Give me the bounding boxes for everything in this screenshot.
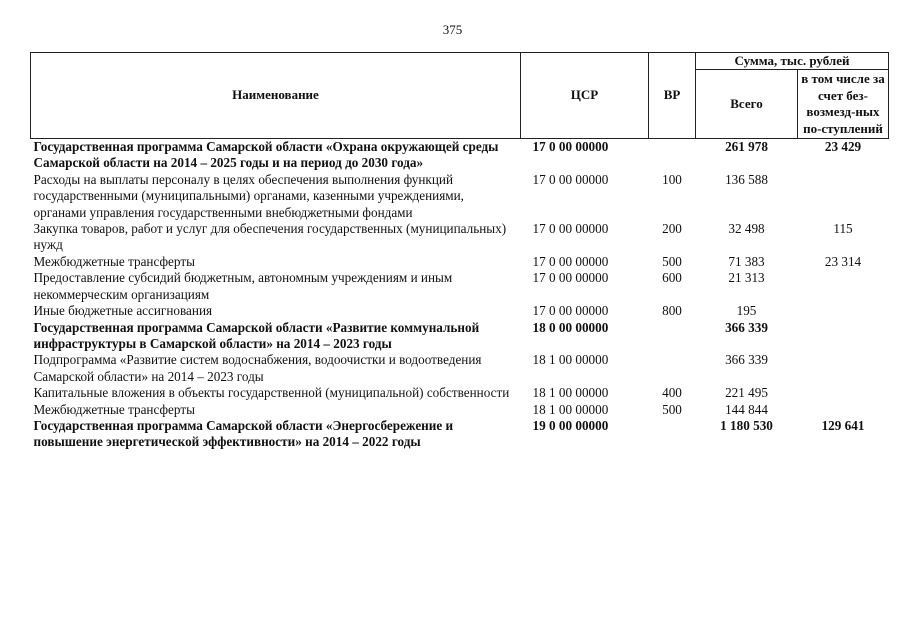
row-name: Государственная программа Самарской области «Развитие коммунальной инфраструктуры в Самарской области» на 2014 – 2023 годы [33, 319, 480, 351]
row-total: 144 844 [725, 401, 768, 417]
header-total: Всего [696, 70, 798, 139]
row-total: 195 [736, 303, 757, 319]
row-name: Межбюджетные трансферты [33, 253, 195, 269]
row-name: Государственная программа Самарской области «Охрана окружающей среды Самарской области на 2014 – 2025 годы и на период до 2030 года» [33, 139, 499, 171]
row-vr: 500 [662, 253, 682, 269]
row-total: 71 383 [728, 253, 765, 269]
row-csr: 18 1 00 00000 [532, 352, 609, 368]
row-csr: 19 0 00 00000 [532, 417, 609, 433]
row-csr: 17 0 00 00000 [532, 171, 609, 187]
row-free [798, 303, 889, 319]
row-vr: 500 [662, 401, 682, 417]
row-vr [649, 352, 696, 385]
row-name: Иные бюджетные ассигнования [33, 303, 213, 319]
table-body [31, 139, 889, 451]
row-name: Капитальные вложения в объекты государственной (муниципальной) собственности [33, 385, 510, 401]
row-vr [649, 418, 696, 451]
row-total: 1 180 530 [720, 417, 773, 433]
row-csr: 17 0 00 00000 [532, 221, 609, 237]
row-free [798, 320, 889, 353]
row-vr [649, 139, 696, 172]
header-free-receipts: в том числе за счет без-возмезд-ных по-ступлений [798, 70, 889, 139]
row-vr: 100 [662, 171, 682, 187]
row-total: 221 495 [725, 385, 768, 401]
row-csr: 17 0 00 00000 [532, 270, 609, 286]
row-free: 23 429 [824, 139, 862, 155]
row-total: 366 339 [725, 319, 768, 335]
table-row [31, 320, 889, 353]
row-name: Расходы на выплаты персоналу в целях обеспечения выполнения функций государственными (муниципальными) органами, казенными учреждениями, органами управления государственными внебюджетными фондами [33, 171, 464, 220]
row-name: Подпрограмма «Развитие систем водоснабжения, водоочистки и водоотведения Самарской области» на 2014 – 2023 годы [33, 352, 482, 384]
row-free [798, 385, 889, 401]
table-header [31, 53, 889, 139]
header-sum: Сумма, тыс. рублей [696, 53, 889, 70]
row-csr: 17 0 00 00000 [532, 253, 609, 269]
row-total: 32 498 [728, 221, 765, 237]
table-row [31, 270, 889, 303]
table-row [31, 402, 889, 418]
table-row [31, 385, 889, 401]
row-vr: 200 [662, 221, 682, 237]
page-number: 375 [442, 22, 463, 37]
row-free [798, 402, 889, 418]
row-csr: 17 0 00 00000 [532, 139, 609, 155]
row-free: 23 314 [824, 253, 862, 269]
row-csr: 18 1 00 00000 [532, 401, 609, 417]
table-row [31, 352, 889, 385]
table-row [31, 418, 889, 451]
row-total: 261 978 [725, 139, 768, 155]
table-row [31, 139, 889, 172]
row-vr: 600 [662, 270, 682, 286]
row-csr: 18 1 00 00000 [532, 385, 609, 401]
table-row [31, 172, 889, 221]
header-name: Наименование [31, 53, 521, 139]
row-name: Государственная программа Самарской области «Энергосбережение и повышение энергетической эффективности» на 2014 – 2022 годы [33, 417, 454, 450]
row-total: 21 313 [728, 270, 765, 286]
row-vr [649, 320, 696, 353]
row-csr: 17 0 00 00000 [532, 303, 609, 319]
row-total: 366 339 [725, 352, 768, 368]
row-name: Закупка товаров, работ и услуг для обеспечения государственных (муниципальных) нужд [33, 221, 507, 253]
budget-table [30, 52, 889, 451]
row-vr: 800 [662, 303, 682, 319]
header-vr: ВР [649, 53, 696, 139]
row-free [798, 352, 889, 385]
row-total: 136 588 [725, 171, 768, 187]
table-row [31, 221, 889, 254]
table-row [31, 303, 889, 319]
row-name: Межбюджетные трансферты [33, 401, 195, 417]
row-free: 129 641 [821, 417, 865, 433]
row-free [798, 172, 889, 221]
row-csr: 18 0 00 00000 [532, 319, 609, 335]
header-csr: ЦСР [521, 53, 649, 139]
row-name: Предоставление субсидий бюджетным, автономным учреждениям и иным некоммерческим организациям [33, 270, 453, 302]
row-vr: 400 [662, 385, 682, 401]
table-row [31, 254, 889, 270]
row-free [798, 270, 889, 303]
row-free: 115 [833, 221, 853, 237]
